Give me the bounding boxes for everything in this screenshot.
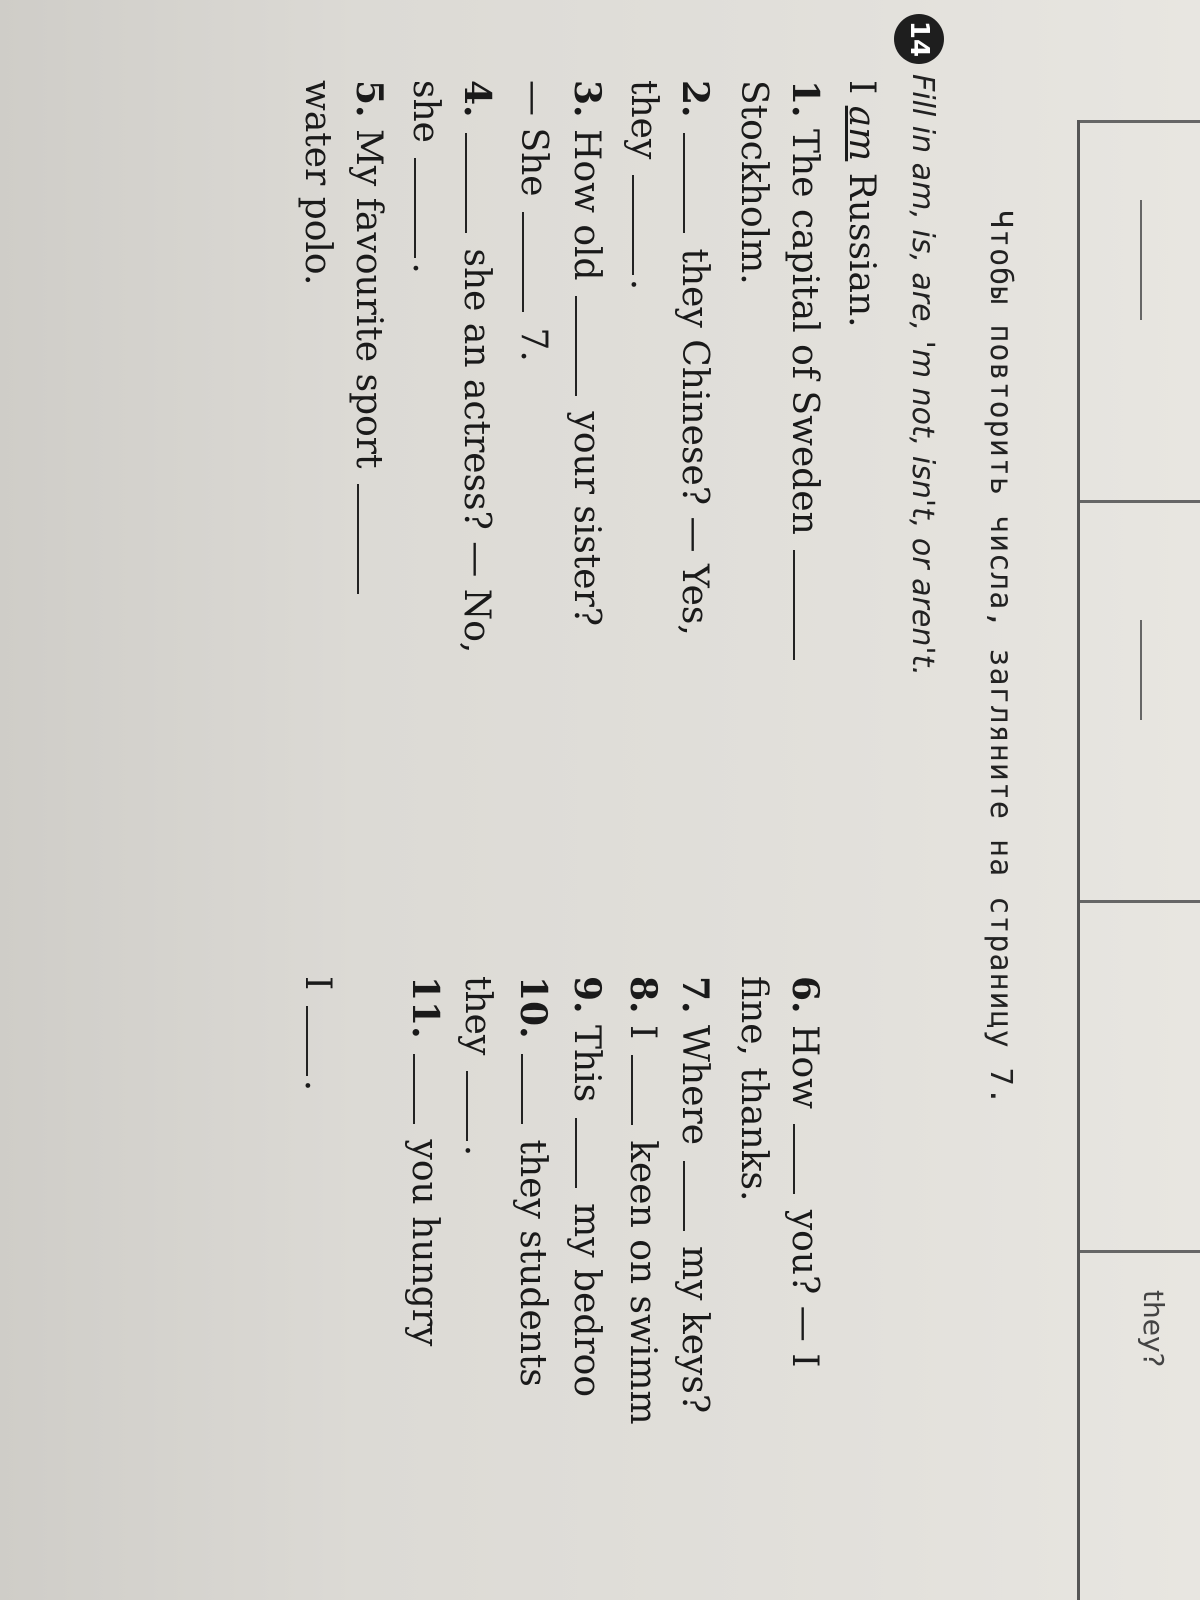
exercise-number-badge: 14: [894, 14, 944, 64]
item-1-line: 1. The capital of Sweden: [784, 80, 826, 664]
answer-blank[interactable]: [683, 1161, 686, 1231]
table-cell-text: they?: [1137, 1290, 1170, 1368]
answer-blank[interactable]: [793, 550, 796, 660]
answer-blank[interactable]: [632, 175, 635, 275]
example-answer: am: [841, 105, 882, 162]
answer-blank[interactable]: [413, 1054, 416, 1124]
item-2-line-2: they .: [623, 80, 664, 291]
item-7-line: 7. Where my keys?: [674, 976, 716, 1414]
answer-blank[interactable]: [306, 1006, 309, 1076]
table-blank: [1140, 620, 1142, 720]
answer-blank[interactable]: [521, 1054, 524, 1124]
table-divider: [1080, 500, 1200, 503]
item-3-line: 3. How old your sister?: [566, 80, 608, 627]
item-3-line-2: — She 7.: [513, 80, 554, 362]
item-6-line: 6. How you? — I: [784, 976, 826, 1368]
answer-blank[interactable]: [683, 133, 686, 233]
item-8-line: 8. I keen on swimm: [622, 976, 664, 1425]
example-line: I am Russian.: [841, 80, 882, 328]
table-divider: [1080, 900, 1200, 903]
item-6-line-2: fine, thanks.: [733, 976, 774, 1202]
item-2-line: 2. they Chinese? — Yes,: [674, 80, 716, 636]
exercise-instruction: Fill in am, is, are, 'm not, isn't, or aren't.: [905, 74, 940, 676]
answer-blank[interactable]: [631, 1055, 634, 1125]
answer-blank[interactable]: [466, 1071, 469, 1141]
item-4-line: 4. she an actress? — No,: [456, 80, 498, 654]
item-9-line: 9. This my bedroo: [566, 976, 608, 1398]
table-blank: [1140, 200, 1142, 320]
item-4-line-2: she .: [405, 80, 446, 274]
page-hint: Чтобы повторить числа, загляните на страницу 7.: [983, 210, 1018, 1106]
item-5-line-2: water polo.: [297, 80, 338, 286]
item-5-line: 5. My favourite sport: [348, 80, 390, 598]
answer-blank[interactable]: [414, 158, 417, 258]
item-10-line: 10. they students: [512, 976, 554, 1387]
answer-blank[interactable]: [793, 1124, 796, 1194]
answer-blank[interactable]: [357, 484, 360, 594]
answer-blank[interactable]: [522, 212, 525, 312]
answer-blank[interactable]: [575, 296, 578, 396]
item-1-line-2: Stockholm.: [733, 80, 774, 285]
table-divider: [1080, 120, 1200, 123]
item-11-line-2: I .: [297, 976, 338, 1092]
table-divider: [1080, 1250, 1200, 1253]
answer-blank[interactable]: [575, 1118, 578, 1188]
answer-table: [1077, 120, 1200, 1600]
answer-blank[interactable]: [465, 133, 468, 233]
item-10-line-2: they .: [457, 976, 498, 1157]
item-11-line: 11. you hungry: [404, 976, 446, 1347]
